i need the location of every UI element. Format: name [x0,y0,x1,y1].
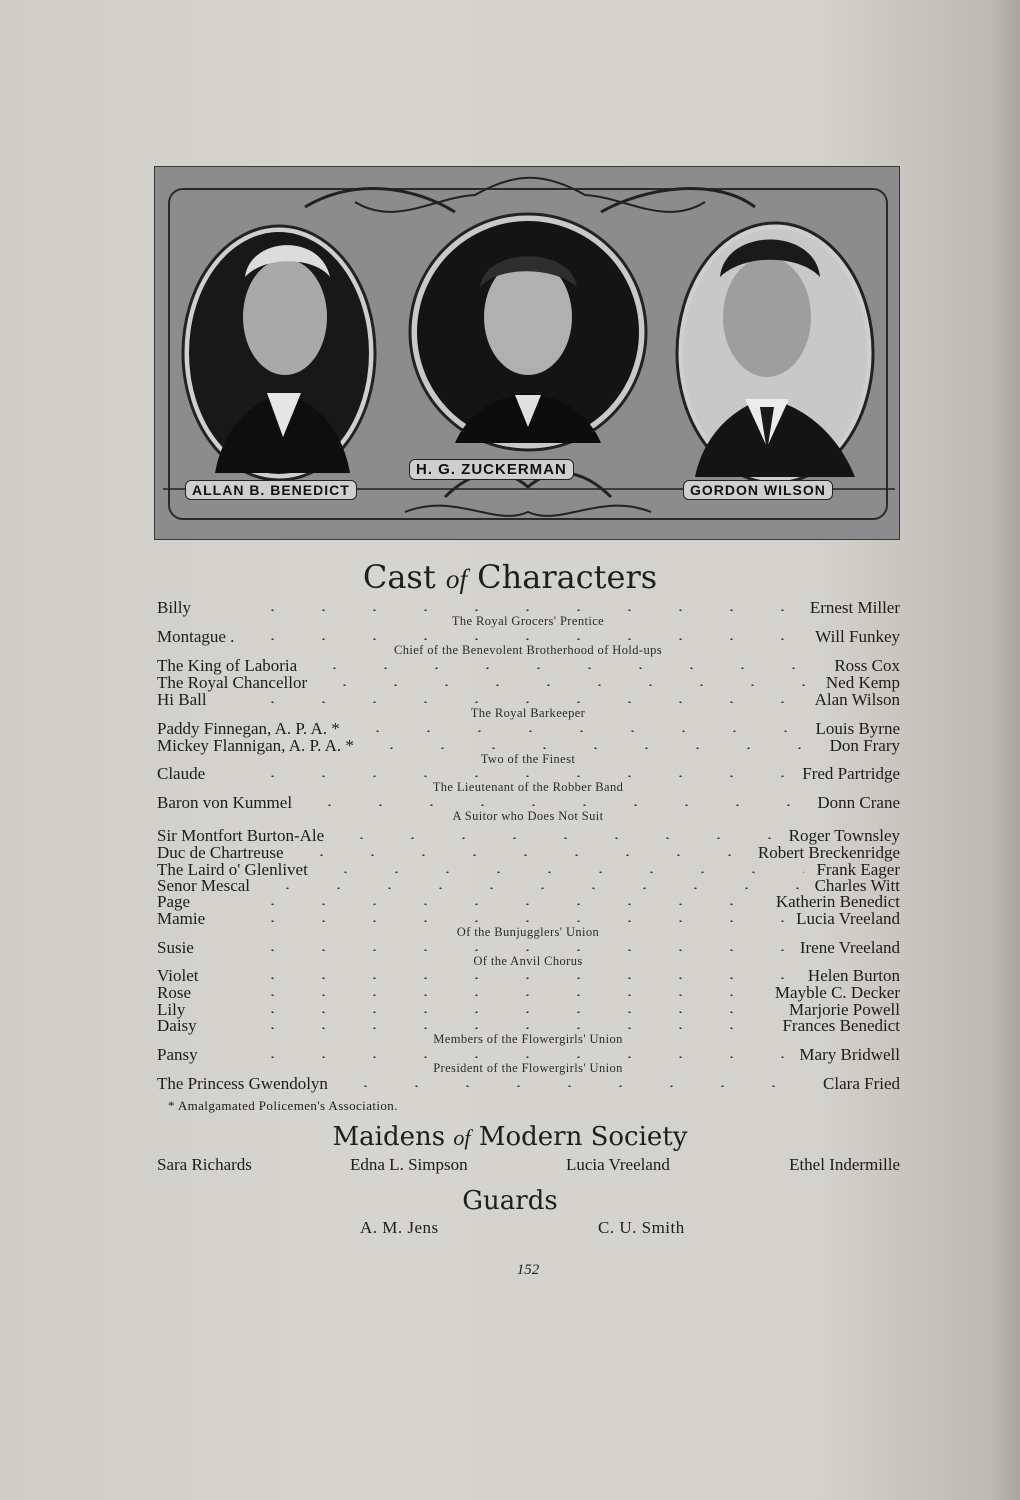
cast-description: Members of the Flowergirls' Union [433,1032,623,1046]
portrait-panel [154,166,900,540]
maidens-title-a: Maidens [332,1122,446,1152]
cast-title [0,558,1020,596]
cast-description: Of the Bunjugglers' Union [456,925,600,939]
cast-actor: Fred Partridge [802,764,900,783]
dot-leader [247,1056,787,1058]
dot-leader [352,730,804,732]
dot-leader [366,747,818,749]
cast-role: Page [157,892,191,911]
dot-leader [247,994,763,996]
cast-actor: Clara Fried [823,1074,900,1093]
cast-description: The Lieutenant of the Robber Band [432,780,624,794]
footnote: * Amalgamated Policemen's Association. [168,1098,398,1113]
dot-leader [319,684,814,686]
cast-actor: Frances Benedict [782,1016,900,1035]
cast-actor: Irene Vreeland [799,938,900,957]
guards-title: Guards [462,1186,558,1216]
cast-role: Baron von Kummel [157,793,293,812]
cast-actor: Ned Kemp [825,673,900,692]
maidens-title-b: Modern Society [478,1122,688,1152]
cast-role: The Royal Chancellor [157,673,308,692]
maiden-name: Edna L. Simpson [350,1155,468,1174]
center-portrait-name: H. G. ZUCKERMAN [409,459,574,480]
dot-leader [247,1011,777,1013]
cast-actor: Roger Townsley [788,826,900,845]
cast-description: A Suitor who Does Not Suit [452,809,604,823]
cast-description: Of the Anvil Chorus [473,954,583,968]
cast-row [157,1074,900,1094]
cast-role: Mickey Flannigan, A. P. A. * [157,736,354,755]
cast-role: Sir Montfort Burton-Ale [157,826,325,845]
dot-leader [320,871,805,873]
dot-leader [340,1085,811,1087]
maiden-name: Sara Richards [157,1155,252,1174]
cast-role: The Princess Gwendolyn [157,1074,328,1093]
left-portrait-name: ALLAN B. BENEDICT [185,480,357,500]
cast-description: Chief of the Benevolent Brotherhood of Hold-ups [393,643,663,657]
cast-role: Montague . [157,627,235,646]
cast-description: The Royal Grocers' Prentice [451,614,605,628]
cast-actor: Will Funkey [815,627,900,646]
dot-leader [336,837,776,839]
cast-title-b: Characters [477,558,658,596]
maiden-name: Lucia Vreeland [566,1155,670,1174]
cast-actor: Charles Witt [814,876,900,895]
maiden-name: Ethel Indermille [789,1155,900,1174]
dot-leader [247,977,796,979]
dot-leader [247,903,764,905]
dot-leader [296,854,746,856]
cast-role: Hi Ball [157,690,207,709]
dot-leader [247,1027,770,1029]
cast-role: Senor Mescal [157,876,251,895]
right-portrait-name: GORDON WILSON [683,480,833,500]
dot-leader [247,638,803,640]
cast-description: The Royal Barkeeper [470,706,586,720]
dot-leader [247,949,788,951]
cast-role: Daisy [157,1016,197,1035]
maidens-title [0,1122,1020,1152]
maidens-title-of: of [453,1125,471,1150]
cast-role: Rose [157,983,191,1002]
cast-actor: Don Frary [829,736,900,755]
guard-name: C. U. Smith [598,1218,685,1237]
dot-leader [247,701,803,703]
cast-actor: Donn Crane [817,793,900,812]
cast-title-of: of [445,564,467,594]
cast-actor: Marjorie Powell [789,1000,900,1019]
cast-description: President of the Flowergirls' Union [433,1061,623,1075]
cast-role: Pansy [157,1045,198,1064]
cast-actor: Alan Wilson [814,690,900,709]
dot-leader [262,887,803,889]
cast-role: Lily [157,1000,186,1019]
cast-role: The King of Laboria [157,656,298,675]
cast-actor: Ross Cox [834,656,900,675]
dot-leader [247,775,790,777]
dot-leader [247,920,784,922]
cast-role: The Laird o' Glenlivet [157,860,308,879]
cast-actor: Lucia Vreeland [796,909,900,928]
cast-title-a: Cast [362,558,436,596]
dot-leader [309,667,822,669]
cast-description: Two of the Finest [480,752,576,766]
cast-actor: Mayble C. Decker [774,983,900,1002]
cast-actor: Helen Burton [807,966,900,985]
cast-role: Duc de Chartreuse [157,843,284,862]
cast-role: Mamie [157,909,206,928]
cast-role: Billy [157,598,192,617]
guard-name: A. M. Jens [360,1218,439,1237]
dot-leader [247,609,798,611]
page-number: 152 [516,1262,540,1278]
cast-actor: Ernest Miller [809,598,900,617]
cast-actor: Mary Bridwell [799,1045,900,1064]
cast-role: Claude [157,764,206,783]
dot-leader [304,804,805,806]
cast-actor: Louis Byrne [815,719,900,738]
cast-role: Violet [157,966,199,985]
cast-role: Susie [157,938,194,957]
cast-actor: Frank Eager [816,860,900,879]
cast-actor: Robert Breckenridge [757,843,900,862]
cast-actor: Katherin Benedict [775,892,900,911]
cast-role: Paddy Finnegan, A. P. A. * [157,719,340,738]
